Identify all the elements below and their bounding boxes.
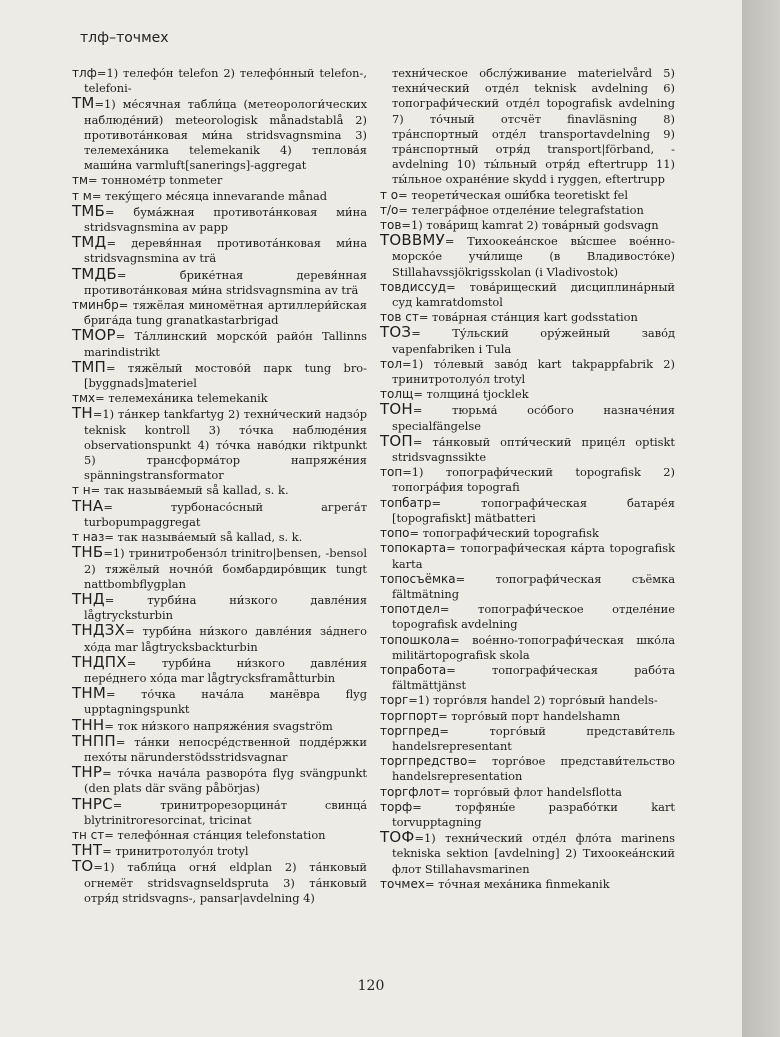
entry-definition: =1) тринитробензо́л trinitro|bensen, -bensol 2) тяжёлый ночно́й бомбардиро́вщик tungt nattbombflygplan [84,546,367,591]
entry-headword: ТН [72,404,93,423]
dictionary-entry [72,298,367,328]
dictionary-entry [72,715,367,734]
dictionary-entry [380,830,675,877]
dictionary-entry [380,66,675,188]
entry-definition: = то́чка нача́ла манёвра flyg upptagningspunkt [84,687,367,717]
entry-definition: = топографи́ческий topografisk [409,526,599,541]
entry-headword: ТНД [72,589,105,608]
entry-definition: =1) ме́сячная табли́ца (метеорологи́ческих наблюде́ний) meteorologisk månadstablå 2) противота́нковая ми́на stridsvagnsmina 3) телемеха́ника telemekanik 4) теплова́я маши́на varmluft[sanerings]-aggregat [84,97,367,173]
dictionary-entry [380,526,675,541]
entry-definition: = торго́вый порт handelshamn [438,708,621,723]
entry-definition: = брике́тная деревя́нная противота́нковая ми́на stridsvagnsmina av trä [84,267,367,297]
dictionary-entry [72,173,367,188]
entry-definition: =1) телефо́н telefon 2) телефо́нный telefon-, telefoni- [84,66,367,96]
entry-definition: = тюрьма́ осо́бого назначе́ния specialfängelse [392,403,675,433]
dictionary-entry [72,530,367,545]
dictionary-entry [72,66,367,96]
entry-headword: ТНБ [72,543,104,562]
dictionary-entry [72,483,367,498]
entry-headword: тлф [72,66,97,80]
entry-headword: тмх [72,391,96,406]
entry-headword: торгпред [380,723,440,738]
entry-definition: =1) това́рищ kamrat 2) това́рный godsvagn [401,218,659,233]
entry-headword: тм [72,173,89,188]
entry-headword: ТНРС [72,794,113,813]
entry-headword: ТМБ [72,201,105,220]
dictionary-entry [72,235,367,266]
dictionary-entry [72,843,367,859]
entry-definition: = торго́вый представи́тель handelsrepresentant [392,723,675,753]
dictionary-entry [380,310,675,325]
entry-definition: = турби́на ни́зкого давле́ния lågtrycksturbin [84,592,367,623]
entry-headword: тн ст [72,827,105,842]
entry-headword: ТМД [72,233,107,252]
entry-definition: = торго́вое представи́тельство handelsrepresentation [392,754,675,784]
entry-definition: = топографи́ческое отделе́ние topografisk avdelning [392,602,675,632]
entry-definition: = телемеха́ника telemekanik [95,391,268,406]
dictionary-entry [72,189,367,204]
dictionary-entry [72,357,367,391]
entry-definition: =1) техни́ческий отде́л фло́та marinens tekniska sektion [avdelning] 2) Тихоокеа́нский флот Stillahavsmarinen [392,831,675,876]
entry-headword: топработа [380,662,447,677]
entry-definition: = вое́нно-топографи́ческая шко́ла militärtopografisk skola [392,632,675,662]
entry-definition: = та́нковый опти́ческий прице́л optiskt stridsvagnssikte [392,434,675,465]
entry-headword: топо [380,526,410,541]
dictionary-entry [380,402,675,433]
entry-headword: толщ [380,387,414,402]
entry-definition: = та́нки непосре́дственной подде́ржки пехо́ты närunderstödsstridsvagnar [84,734,367,764]
entry-headword: ТНА [72,496,104,515]
entry-headword: т о [380,187,399,202]
entry-headword: ТОН [380,400,413,419]
dictionary-entry [380,541,675,571]
entry-definition: = деревя́нная противота́нковая ми́на stridsvagnsmina av trä [84,236,367,266]
entry-definition: = телегра́фное отделе́ние telegrafstation [398,202,644,217]
entry-headword: ТОФ [380,828,415,847]
entry-headword: ТНПП [72,731,116,750]
entry-definition: = това́рищеский дисциплина́рный суд kamratdomstol [392,279,675,310]
dictionary-entry [72,859,367,906]
entry-definition: = тринитротолуо́л trotyl [102,844,249,859]
entry-definition: = топографи́ческая батаре́я [topografiskt] mätbatteri [392,495,675,525]
entry-definition: = торго́вый флот handelsflotta [440,784,622,799]
entry-definition: = това́рная ста́нция kart godsstation [418,310,638,325]
entry-headword: торг [380,693,409,708]
entry-headword: ТНМ [72,684,106,703]
entry-headword: ТНТ [72,841,103,860]
entry-headword: торгфлот [380,784,441,799]
entry-definition: = тяжёлый мостово́й парк tung bro-[byggnads]materiel [84,360,367,391]
dictionary-entry [380,663,675,693]
entry-headword: ТНДПХ [72,652,127,671]
dictionary-entry [380,633,675,663]
entry-headword: тов [380,218,402,233]
dictionary-entry [380,387,675,402]
entry-headword: топ [380,465,403,480]
entry-headword: торгпредство [380,754,468,769]
dictionary-entry [380,431,675,465]
entry-definition: = Та́ллинский морско́й райо́н Tallinns marindistrikt [84,329,367,359]
entry-definition: = тонноме́тр tonmeter [88,173,223,188]
right-column [380,66,675,892]
entry-headword: ТОП [380,431,413,450]
dictionary-entry [380,233,675,280]
dictionary-entry [380,572,675,602]
entry-headword: тол [380,356,403,371]
entry-definition: = так называ́емый så kallad, s. k. [90,483,289,498]
dictionary-entry [380,325,675,356]
entry-definition: = бума́жная противота́нковая ми́на stridsvagnsmina av papp [84,204,367,235]
entry-headword: ТМОР [72,326,116,345]
dictionary-entry [380,693,675,708]
entry-headword: ТОВВМУ [380,231,445,250]
dictionary-entry [72,496,367,530]
entry-definition: = то́чная меха́ника finmekanik [424,876,610,891]
dictionary-entry [380,203,675,218]
entry-headword: ТО [72,857,94,876]
dictionary-entry [72,391,367,406]
dictionary-entry [72,328,367,359]
dictionary-entry [72,731,367,765]
dictionary-entry [72,406,367,483]
left-column [72,66,367,906]
dictionary-entry [72,765,367,796]
entry-headword: ТНН [72,715,105,734]
dictionary-entry [72,623,367,654]
entry-definition: = турбонасо́сный агрега́т turbopumpaggregat [84,499,367,529]
entry-headword: ТМДБ [72,264,117,283]
entry-definition: = Ту́льский ору́жейный заво́д vapenfabriken i Tula [392,326,675,356]
dictionary-entry [72,652,367,686]
entry-definition: = теорети́ческая оши́бка teoretiskt fel [398,187,629,202]
dictionary-entry [72,264,367,298]
entry-headword: ТОЗ [380,323,412,342]
dictionary-entry [72,589,367,623]
entry-definition: = телефо́нная ста́нция telefonstation [104,827,326,842]
dictionary-entry [380,280,675,310]
dictionary-entry [380,877,675,892]
entry-definition: = так называ́емый så kallad, s. k. [104,530,303,545]
dictionary-entry [380,188,675,203]
entry-headword: товдиссуд [380,279,447,294]
dictionary-entry [380,602,675,632]
entry-definition: =1) табли́ца огня́ eldplan 2) та́нковый огнемёт stridsvagnseldspruta 3) та́нковый отря́д stridsvagns-, pansar|avdelning 4) [84,860,367,905]
entry-definition: = топографи́ческая ка́рта topografisk karta [392,541,675,571]
entry-definition: = то́чка нача́ла разворо́та flyg svängpunkt (den plats där sväng påbörjas) [84,766,367,796]
dictionary-entry [72,96,367,173]
entry-headword: ТНДЗХ [72,621,126,640]
dictionary-entry [380,709,675,724]
dictionary-entry [72,794,367,828]
entry-headword: топбатр [380,495,432,510]
entry-headword: т м [72,188,92,203]
entry-definition: = теку́щего ме́сяца innevarande månad [91,188,328,203]
dictionary-entry [72,686,367,717]
entry-definition: = толщина́ tjocklek [413,387,529,402]
entry-headword: топокарта [380,541,447,556]
entry-definition: = тринитрорезорцина́т свинца́ blytrinitroresorcinat, tricinat [84,797,367,827]
entry-definition: =1) та́нкер tankfartyg 2) техни́ческий надзо́р teknisk kontroll 3) то́чка наблюде́ния observationspunkt 4) то́чка наво́дки riktpunkt 5) трансформа́тор напряже́ния spänningstransformator [84,407,367,483]
page-edge [742,0,780,1037]
entry-definition: = торфяны́е разрабо́тки kart torvupptagning [392,799,675,829]
entry-headword: тминбр [72,298,119,313]
entry-definition: = Тихоокеа́нское вы́сшее вое́нно-морско́е учи́лище (в Владивосто́ке) Stillahavssjökrigsskolan (i Vladivostok) [392,234,675,279]
entry-headword: т/о [380,202,399,217]
dictionary-entry [380,754,675,784]
entry-definition: = топографи́ческая съёмка fältmätning [392,571,675,601]
entry-headword: топотдел [380,602,440,617]
dictionary-entry [72,828,367,843]
entry-headword: т н [72,483,91,498]
entry-headword: топосъёмка [380,571,456,586]
dictionary-entry [380,724,675,754]
entry-definition: =1) топографи́ческий topografisk 2) топогра́фия topografi [392,465,675,495]
dictionary-entry [380,496,675,526]
entry-definition: = турби́на ни́зкого давле́ния за́днего хо́да mar lågtrycksbackturbin [84,624,367,654]
entry-definition: = турби́на ни́зкого давле́ния пере́днего хо́да mar lågtrycksframåtturbin [84,655,367,685]
entry-headword: топошкола [380,632,451,647]
entry-headword: ТМП [72,357,106,376]
entry-definition: = топографи́ческая рабо́та fältmättjänst [392,662,675,693]
dictionary-entry [72,201,367,235]
entry-definition: =1) то́левый заво́д kart takpappfabrik 2) тринитротолуо́л trotyl [392,356,675,387]
entry-definition: = ток ни́зкого напряже́ния svagström [104,718,333,733]
dictionary-entry [380,465,675,495]
entry-headword: торф [380,799,413,814]
entry-headword: т наз [72,530,105,545]
dictionary-entry [380,357,675,387]
dictionary-entry [380,800,675,830]
entry-headword: ТМ [72,94,95,113]
dictionary-entry [380,785,675,800]
entry-definition: = тяжёлая миномётная артиллери́йская брига́да tung granatkastarbrigad [84,298,367,328]
entry-headword: точмех [380,876,425,891]
page-number: 120 [357,978,385,994]
entry-headword: ТНР [72,763,103,782]
dictionary-entry [72,545,367,592]
entry-definition: =1) торго́вля handel 2) торго́вый handels- [408,693,658,708]
running-head: тлф–точмех [80,30,169,46]
entry-headword: тов ст [380,310,419,325]
entry-headword: торгпорт [380,708,439,723]
entry-definition: техни́ческое обслу́живание materielvård 5) техни́ческий отде́л teknisk avdelning 6) топографи́ческий отде́л topografisk avdelning 7) то́чный отсчёт finavläsning 8) тра́нспортный отде́л transportavdelning 9) тра́нспортный отря́д transport|förband, -avdelning 10) ты́льный отря́д eftertrupp 11) ты́льное охране́ние skydd i ryggen, eftertrupp [392,66,675,187]
